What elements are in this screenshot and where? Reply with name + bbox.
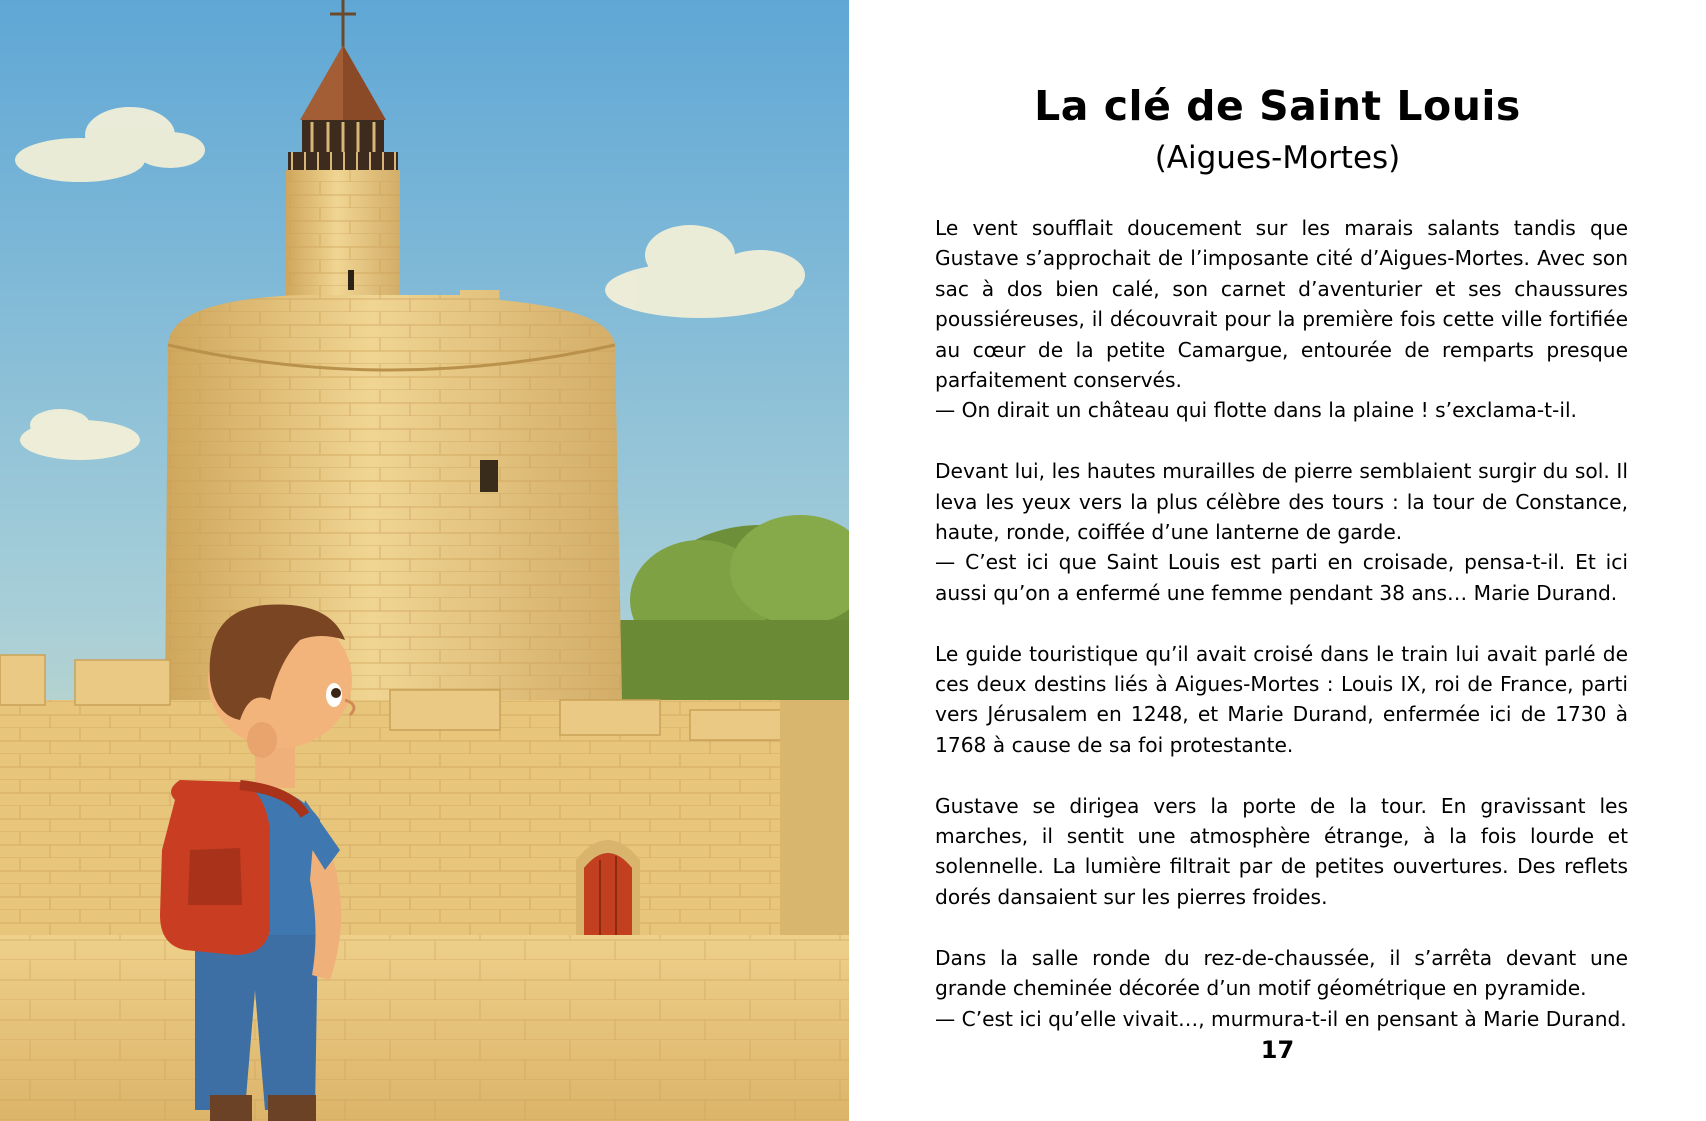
dialogue-2: — C’est ici que Saint Louis est parti en croisade, pensa-t-il. Et ici aussi qu’on a enfermé une femme pendant 38 ans… Marie Durand. [935,550,1628,605]
page-number: 17 [1260,1036,1295,1064]
paragraph-3: Le guide touristique qu’il avait croisé dans le train lui avait parlé de ces deux destins liés à Aigues-Mortes : Louis IX, roi de France, parti vers Jérusalem en 1248, et Marie Durand, enfermée ici de 1730 à 1768 à cause de sa foi protestante. [935,641,1628,757]
story-subtitle: (Aigues-Mortes) [1154,140,1401,176]
paragraph-4: Gustave se dirigea vers la porte de la tour. En gravissant les marches, il sentit une atmosphère étrange, à la fois lourde et solennelle. La lumière filtrait par de petites ouvertures. Des reflets dorés dansaient sur les pierres froides. [935,793,1628,909]
text-page [849,0,1706,1121]
tower-of-constance-illustration [0,0,849,1121]
paragraph-5: Dans la salle ronde du rez-de-chaussée, il s’arrêta devant une grande cheminée décorée d’un motif géométrique en pyramide. [935,945,1628,1001]
illustration-panel [0,0,849,1121]
paragraph-1: Le vent soufflait doucement sur les marais salants tandis que Gustave s’approchait de l’imposante cité d’Aigues-Mortes. Avec son sac à dos bien calé, son carnet d’aventurier et ses chaussures poussiéreuses, il découvrait pour la première fois cette ville fortifiée au cœur de la petite Camargue, entourée de remparts presque parfaitement conservés. [935,216,1628,393]
dialogue-3: — C’est ici qu’elle vivait…, murmura-t-il en pensant à Marie Durand. [935,1006,1627,1031]
story-title: La clé de Saint Louis [1034,82,1521,130]
story-body [935,213,1628,1034]
dialogue-1: — On dirait un château qui flotte dans la plaine ! s’exclama-t-il. [935,398,1577,423]
paragraph-2: Devant lui, les hautes murailles de pierre semblaient surgir du sol. Il leva les yeux vers la plus célèbre des tours : la tour de Constance, haute, ronde, coiffée d’une lanterne de garde. [935,459,1628,545]
